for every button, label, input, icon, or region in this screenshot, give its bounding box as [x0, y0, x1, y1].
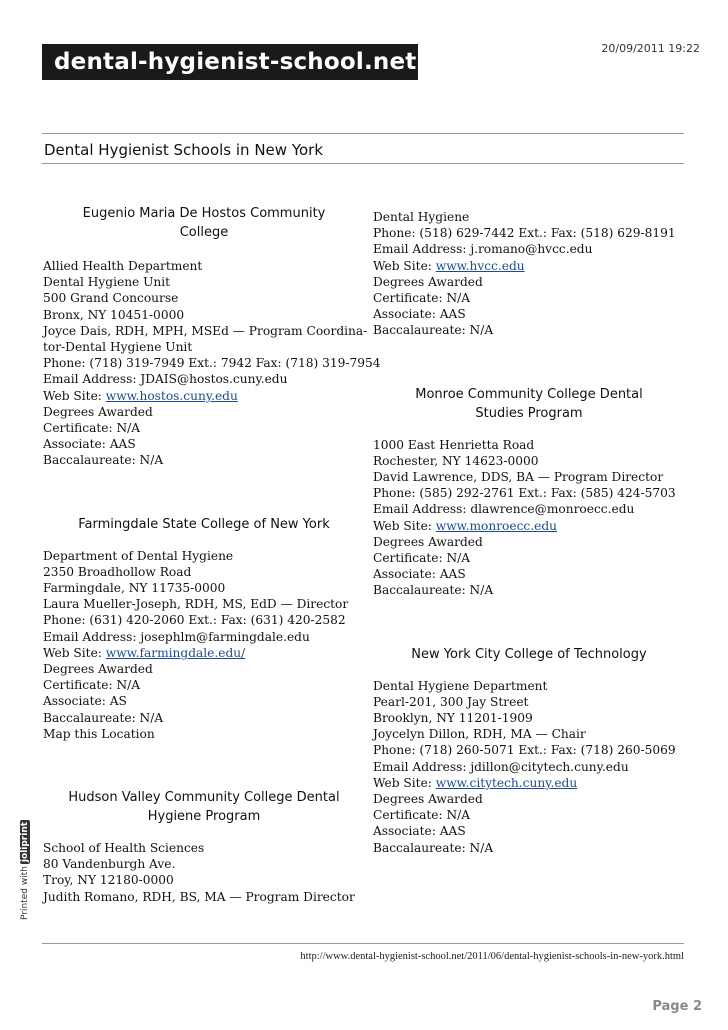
printed-with-badge	[20, 820, 36, 920]
detail-line: Certificate: N/A	[373, 551, 471, 566]
page-number: Page 2	[652, 999, 702, 1014]
detail-line: Phone: (631) 420-2060 Ext.: Fax: (631) 420-2582	[43, 613, 346, 628]
detail-line: Certificate: N/A	[373, 808, 471, 823]
detail-line: Phone: (718) 260-5071 Ext.: Fax: (718) 260-5069	[373, 743, 676, 758]
detail-line: 1000 East Henrietta Road	[373, 437, 535, 452]
website-line	[373, 258, 685, 274]
website-link-farmingdale[interactable]: www.farmingdale.edu/	[105, 645, 246, 660]
detail-line: 80 Vandenburgh Ave.	[43, 857, 176, 872]
detail-line: Baccalaureate: N/A	[373, 583, 494, 598]
detail-line: Joyce Dais, RDH, MPH, MSEd — Program Coordina-	[43, 323, 368, 338]
site-title-banner: dental-hygienist-school.net	[42, 44, 418, 80]
detail-line: Baccalaureate: N/A	[43, 710, 164, 725]
detail-line: 2350 Broadhollow Road	[43, 564, 192, 579]
title-rule-bottom	[42, 163, 684, 164]
detail-line: Certificate: N/A	[43, 678, 141, 693]
detail-line: tor-Dental Hygiene Unit	[43, 340, 193, 355]
detail-line: Associate: AAS	[373, 567, 466, 582]
footer-url: http://www.dental-hygienist-school.net/2011/06/dental-hygienist-schools-in-new-york.html	[300, 951, 684, 962]
detail-line: Joycelyn Dillon, RDH, MA — Chair	[373, 727, 586, 742]
detail-line: Pearl-201, 300 Jay Street	[373, 694, 529, 709]
school-details-hudson-valley	[43, 840, 365, 905]
school-details-hudson-valley-cont	[373, 209, 685, 339]
title-rule-top	[42, 133, 684, 134]
detail-line: Farmingdale, NY 11735-0000	[43, 581, 226, 596]
footer-rule	[42, 943, 684, 944]
website-link-hvcc[interactable]: www.hvcc.edu	[435, 258, 525, 273]
website-line	[43, 645, 365, 661]
detail-line: Degrees Awarded	[373, 792, 483, 807]
school-heading-hudson-valley	[43, 788, 365, 826]
detail-line: Baccalaureate: N/A	[43, 453, 164, 468]
detail-line: School of Health Sciences	[43, 841, 205, 856]
school-heading-line: Studies Program	[475, 405, 583, 421]
detail-line: Associate: AS	[43, 694, 127, 709]
school-heading-line: Hudson Valley Community College Dental	[68, 790, 340, 806]
website-label: Web Site:	[43, 645, 106, 660]
website-line	[373, 775, 685, 791]
detail-line: Degrees Awarded	[43, 662, 153, 677]
joliprint-logo: joliprint	[20, 821, 30, 863]
school-heading-monroe	[373, 385, 685, 423]
school-details-citytech	[373, 678, 685, 856]
page-title: Dental Hygienist Schools in New York	[44, 141, 324, 159]
detail-line: Baccalaureate: N/A	[373, 840, 494, 855]
school-heading-line: Monroe Community College Dental	[415, 386, 643, 402]
printed-with-text	[20, 820, 30, 920]
right-column	[373, 209, 685, 856]
detail-line: Associate: AAS	[373, 307, 466, 322]
school-heading-line: College	[179, 225, 229, 240]
website-line	[43, 388, 365, 404]
school-details-farmingdale	[43, 548, 365, 742]
detail-line: Associate: AAS	[43, 437, 136, 452]
website-label: Web Site:	[373, 518, 436, 533]
detail-line: Judith Romano, RDH, BS, MA — Program Director	[43, 889, 355, 904]
website-link-citytech[interactable]: www.citytech.cuny.edu	[435, 775, 578, 790]
detail-line: Phone: (718) 319-7949 Ext.: 7942 Fax: (718) 319-7954	[43, 356, 381, 371]
detail-line: Baccalaureate: N/A	[373, 323, 494, 338]
website-label: Web Site:	[373, 258, 436, 273]
detail-line: Rochester, NY 14623-0000	[373, 453, 539, 468]
school-heading-line: New York City College of Technology	[411, 646, 647, 662]
detail-line: David Lawrence, DDS, BA — Program Director	[373, 470, 664, 485]
school-heading-line: Hygiene Program	[147, 809, 261, 825]
detail-line: Dental Hygiene	[373, 210, 470, 224]
school-details-monroe	[373, 437, 685, 599]
detail-line: Dental Hygiene Department	[373, 678, 548, 693]
detail-line: Certificate: N/A	[43, 421, 141, 436]
detail-line: Brooklyn, NY 11201-1909	[373, 711, 533, 726]
print-timestamp: 20/09/2011 19:22	[601, 42, 700, 55]
school-heading-hostos	[43, 204, 365, 242]
detail-line: Email Address: josephlm@farmingdale.edu	[43, 629, 310, 644]
detail-line: Degrees Awarded	[373, 274, 483, 289]
school-details-hostos	[43, 258, 381, 469]
website-label: Web Site:	[43, 388, 106, 403]
detail-line: Bronx, NY 10451-0000	[43, 307, 185, 322]
detail-line: Dental Hygiene Unit	[43, 275, 171, 290]
detail-line: Email Address: j.romano@hvcc.edu	[373, 242, 593, 257]
left-column	[43, 204, 381, 905]
website-link-monroe[interactable]: www.monroecc.edu	[435, 518, 557, 533]
detail-line: Email Address: jdillon@citytech.cuny.edu	[373, 759, 629, 774]
school-heading-line: Farmingdale State College of New York	[78, 516, 330, 532]
detail-line: Email Address: dlawrence@monroecc.edu	[373, 502, 635, 517]
detail-line: Department of Dental Hygiene	[43, 548, 234, 563]
detail-line: Allied Health Department	[43, 259, 203, 273]
website-link-hostos[interactable]: www.hostos.cuny.edu	[105, 388, 238, 403]
school-heading-line: Eugenio Maria De Hostos Community	[82, 206, 326, 221]
detail-line: Degrees Awarded	[43, 404, 153, 419]
map-location-link[interactable]: Map this Location	[43, 726, 155, 741]
website-label: Web Site:	[373, 775, 436, 790]
detail-line: Degrees Awarded	[373, 534, 483, 549]
detail-line: Associate: AAS	[373, 824, 466, 839]
website-line	[373, 518, 685, 534]
detail-line: Email Address: JDAIS@hostos.cuny.edu	[43, 372, 288, 387]
detail-line: 500 Grand Concourse	[43, 291, 179, 306]
printed-with-label: Printed with	[20, 866, 30, 920]
detail-line: Laura Mueller-Joseph, RDH, MS, EdD — Director	[43, 597, 349, 612]
detail-line: Phone: (518) 629-7442 Ext.: Fax: (518) 629-8191	[373, 226, 676, 241]
detail-line: Phone: (585) 292-2761 Ext.: Fax: (585) 424-5703	[373, 486, 676, 501]
detail-line: Certificate: N/A	[373, 291, 471, 306]
school-heading-citytech	[373, 645, 685, 664]
detail-line: Troy, NY 12180-0000	[43, 873, 174, 888]
school-heading-farmingdale	[43, 515, 365, 534]
